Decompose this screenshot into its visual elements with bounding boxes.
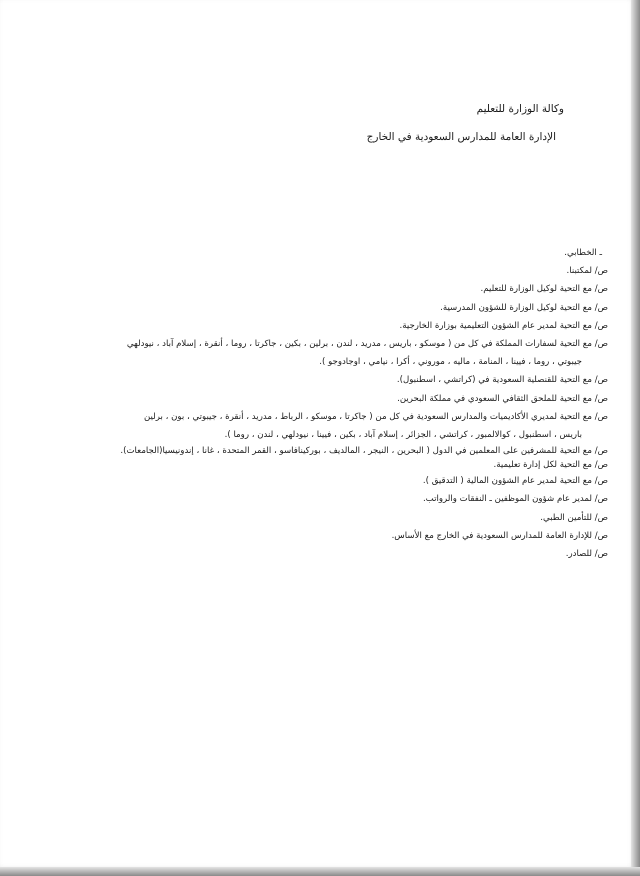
- list-item: ص/ مع التحية للملحق الثقافي السعودي في مملكة البحرين.: [397, 393, 608, 404]
- list-item: ص/ للصادر.: [565, 549, 608, 560]
- page-edge-shadow: [631, 0, 640, 876]
- embassies-line-1: ص/ مع التحية لسفارات المملكة في كل من ( موسكو ، باريس ، مدريد ، لندن ، برلين ، بكين ، جاكرتا ، روما ، أنقرة ، إسلام آباد ، نيودلهي: [126, 339, 608, 350]
- list-item: ص/ للإدارة العامة للمدارس السعودية في الخارج مع الأساس.: [391, 530, 608, 541]
- embassies-line-2: جيبوتي ، روما ، فيينا ، المنامة ، ماليه ، موروني ، أكرا ، نيامي ، اوجادوجو ).: [319, 357, 582, 368]
- academies-line-1: ص/ مع التحية لمديري الأكاديميات والمدارس السعودية في كل من ( جاكرتا ، موسكو ، الرباط ، مدريد ، أنقرة ، جيبوتي ، بون ، برلين: [143, 411, 608, 422]
- list-item: ص/ لمدير عام شؤون الموظفين ـ النفقات والرواتب.: [422, 494, 608, 505]
- list-item: ص/ مع التحية للقنصلية السعودية في (كراتشي ، اسطنبول).: [396, 375, 608, 386]
- list-item: ص/ لمكتبنا.: [566, 266, 608, 277]
- list-item-academies: [28, 408, 608, 444]
- list-item: ص/ مع التحية لمدير عام الشؤون التعليمية بوزارة الخارجية.: [399, 320, 608, 331]
- department-name: الإدارة العامة للمدارس السعودية في الخارج: [366, 131, 556, 143]
- letterhead: [367, 95, 570, 151]
- list-item: ص/ للتأمين الطبي.: [540, 512, 608, 523]
- academies-line-2: باريس ، اسطنبول ، كوالالمبور ، كراتشي ، الجزائر ، إسلام آباد ، بكين ، فيينا ، نيودلهي ، لندن ، روما ).: [224, 430, 582, 441]
- list-item: ص/ مع التحية لوكيل الوزارة للتعليم.: [480, 284, 608, 295]
- list-item: ص/ مع التحية لكل إدارة تعليمية.: [493, 460, 608, 471]
- list-item: ص/ مع التحية للمشرفين على المعلمين في الدول ( البحرين ، النيجر ، المالديف ، بوركينافاسو ، القمر المتحدة ، غانا ، إندونيسيا(الجامعات).: [120, 446, 608, 457]
- page-edge-shadow: [0, 867, 640, 876]
- agency-name: وكالة الوزارة للتعليم: [476, 103, 564, 115]
- addressee-intro: ـ الخطابي.: [564, 248, 602, 258]
- list-item: ص/ مع التحية لمدير عام الشؤون المالية ( التدقيق ).: [422, 476, 608, 487]
- addressee-list: [28, 244, 608, 563]
- list-item: ص/ مع التحية لوكيل الوزارة للشؤون المدرسية.: [440, 302, 608, 313]
- list-item-embassies: [28, 335, 608, 371]
